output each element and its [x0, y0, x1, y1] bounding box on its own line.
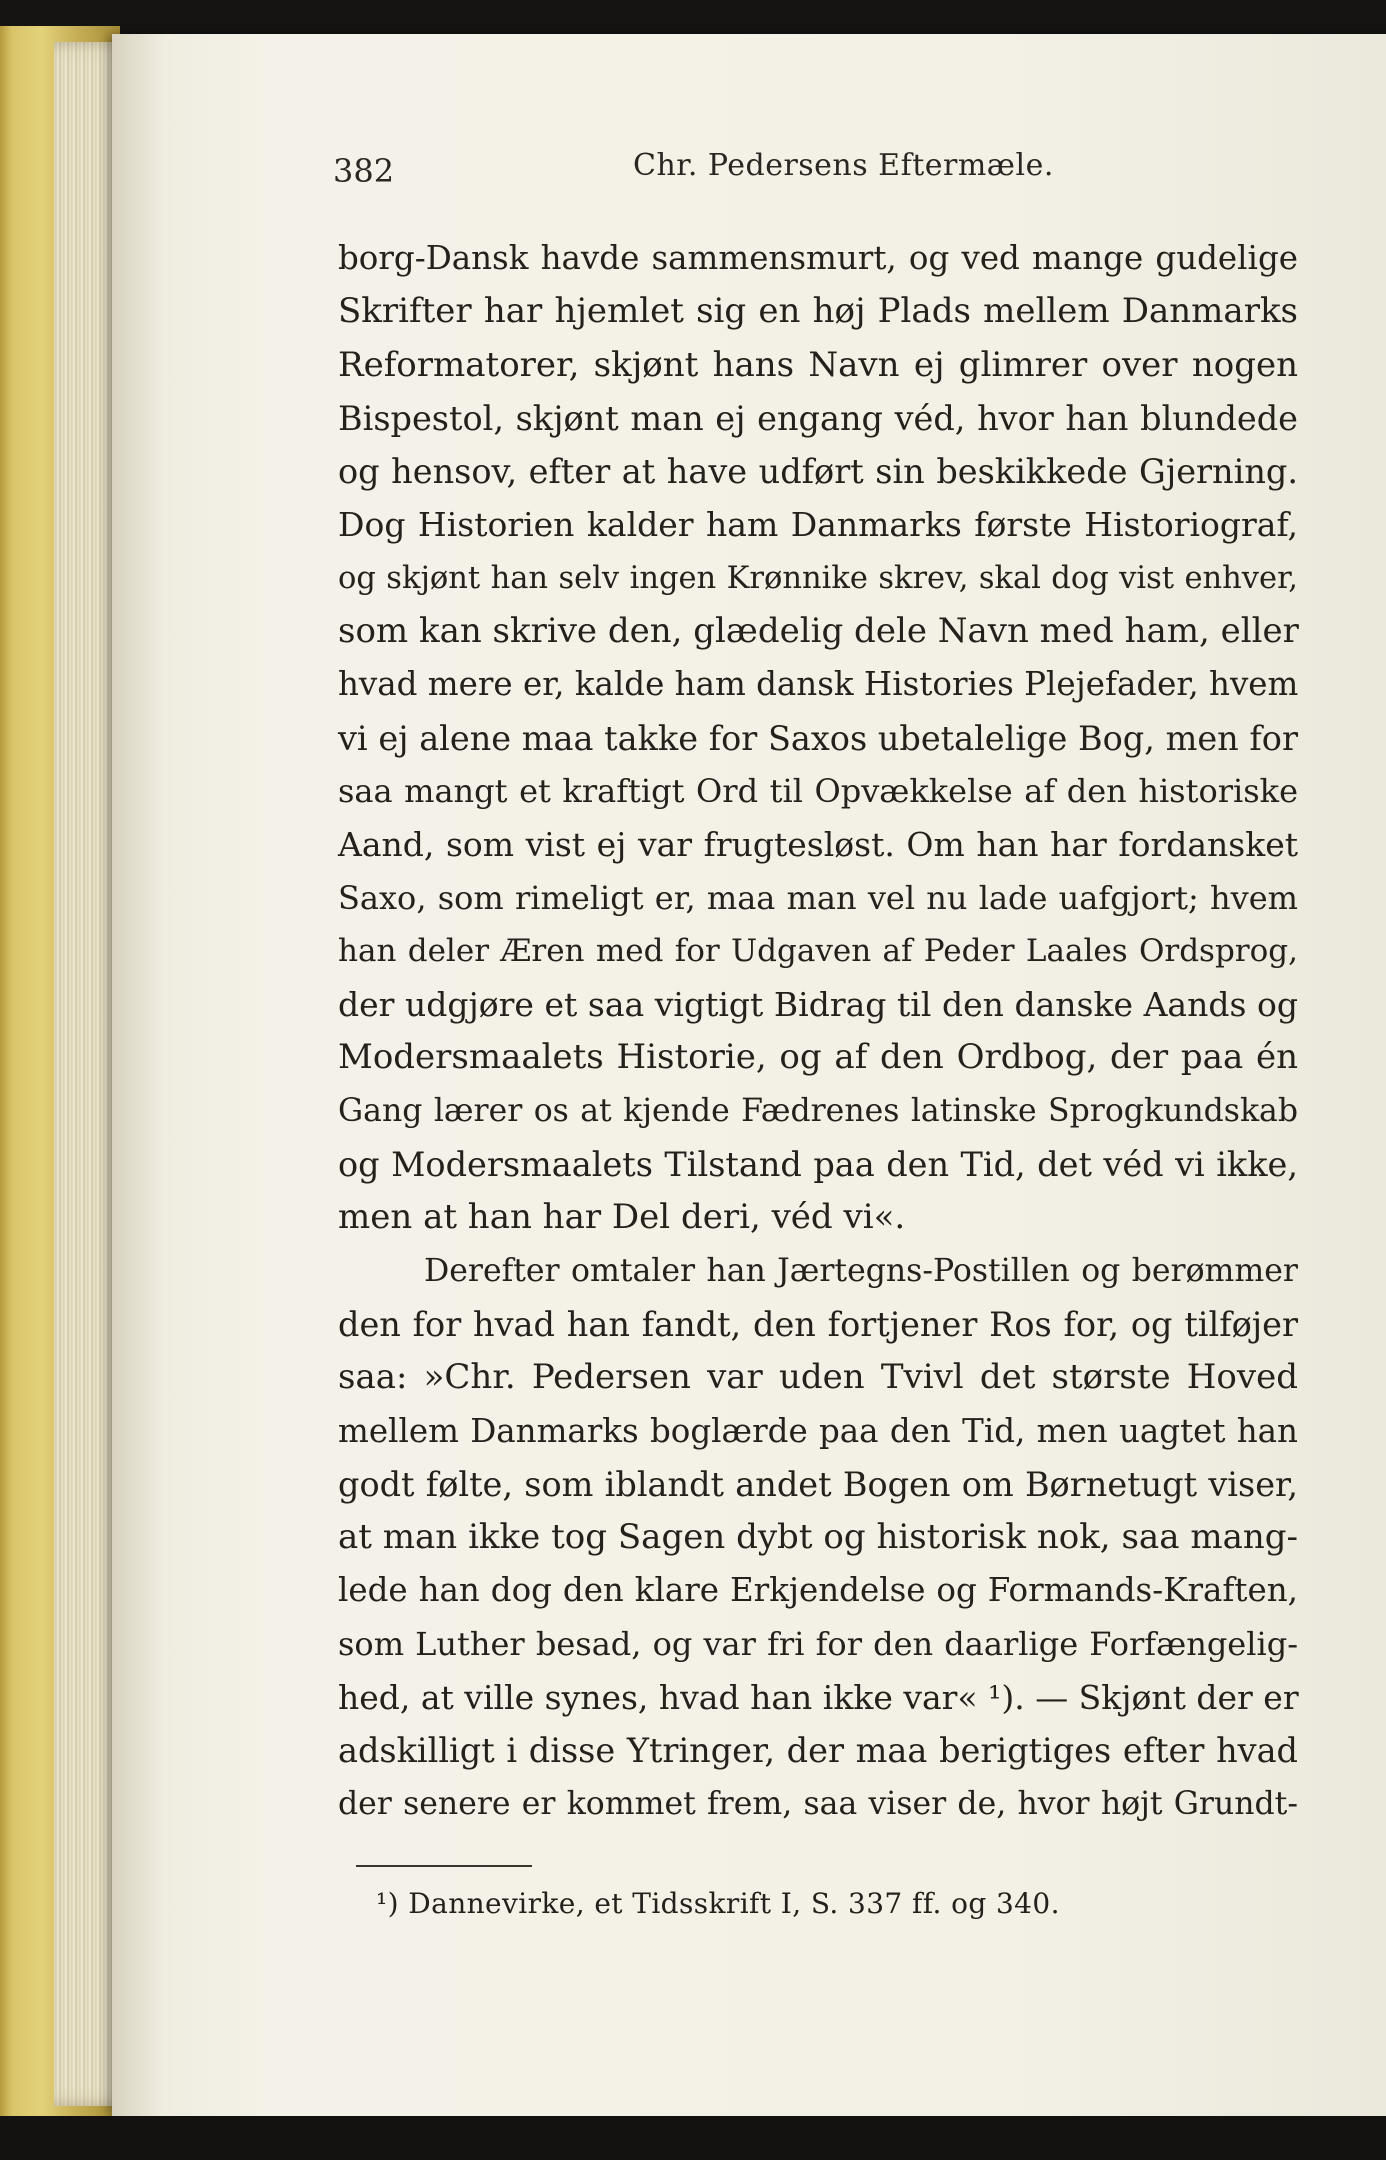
text-line: at man ikke tog Sagen dybt og historisk nok, saa mang-: [338, 1517, 1298, 1558]
text-line: han deler Æren med for Udgaven af Peder Laales Ordsprog,: [338, 932, 1298, 969]
text-line: Dog Historien kalder ham Danmarks første Historiograf,: [338, 505, 1298, 545]
text-line: Reformatorer, skjønt hans Navn ej glimrer over nogen: [338, 344, 1298, 385]
text-line: Aand, som vist ej var frugtesløst. Om han har fordansket: [338, 825, 1298, 865]
text-line: hvad mere er, kalde ham dansk Histories Plejefader, hvem: [338, 665, 1299, 704]
text-line: mellem Danmarks boglærde paa den Tid, men uagtet han: [338, 1411, 1298, 1450]
text-line: men at han har Del deri, véd vi«.: [338, 1197, 906, 1238]
text-line: der senere er kommet frem, saa viser de, hvor højt Grundt-: [338, 1785, 1298, 1822]
text-line: lede han dog den klare Erkjendelse og Formands-Kraften,: [338, 1571, 1298, 1610]
page-header: [333, 148, 1333, 202]
body-text: [338, 232, 1298, 1831]
footnote: ¹) Dannevirke, et Tidsskrift I, S. 337 ff. og 340.: [376, 1887, 1060, 1920]
text-line: Skrifter har hjemlet sig en høj Plads mellem Danmarks: [338, 291, 1298, 332]
text-line: borg-Dansk havde sammensmurt, og ved mange gudelige: [338, 239, 1298, 277]
scan-background-bottom: [0, 2116, 1386, 2160]
text-line: Gang lærer os at kjende Fædrenes latinske Sprogkundskab: [338, 1092, 1298, 1129]
footnote-divider: [356, 1865, 532, 1867]
text-line: og hensov, efter at have udført sin beskikkede Gjerning.: [338, 452, 1298, 492]
text-line: som Luther besad, og var fri for den daarlige Forfængelig-: [338, 1624, 1298, 1663]
text-line: den for hvad han fandt, den fortjener Ros for, og tilføjer: [338, 1304, 1298, 1344]
text-line: hed, at ville synes, hvad han ikke var« ¹). — Skjønt der er: [338, 1678, 1299, 1718]
text-line: saa: »Chr. Pedersen var uden Tvivl det største Hoved: [338, 1357, 1298, 1398]
text-line: Bispestol, skjønt man ej engang véd, hvor han blundede: [338, 398, 1298, 438]
text-line: Saxo, som rimeligt er, maa man vel nu lade uafgjort; hvem: [338, 878, 1298, 917]
text-line: som kan skrive den, glædelig dele Navn med ham, eller: [338, 611, 1299, 652]
text-line: godt følte, som iblandt andet Bogen om Børnetugt viser,: [338, 1464, 1298, 1504]
text-line: der udgjøre et saa vigtigt Bidrag til den danske Aands og: [338, 985, 1298, 1025]
text-line: vi ej alene maa takke for Saxos ubetalelige Bog, men for: [338, 718, 1298, 758]
text-line: og Modersmaalets Tilstand paa den Tid, det véd vi ikke,: [338, 1145, 1298, 1185]
text-line: saa mangt et kraftigt Ord til Opvækkelse af den historiske: [338, 771, 1298, 810]
scan-background-top: [0, 0, 1386, 30]
text-line: Derefter omtaler han Jærtegns-Postillen og berømmer: [424, 1252, 1298, 1289]
text-line: og skjønt han selv ingen Krønnike skrev, skal dog vist enhver,: [338, 560, 1298, 596]
text-line: adskilligt i disse Ytringer, der maa berigtiges efter hvad: [338, 1731, 1298, 1771]
text-line: Modersmaalets Historie, og af den Ordbog, der paa én: [338, 1037, 1298, 1078]
page-number: 382: [333, 152, 395, 190]
running-head: Chr. Pedersens Eftermæle.: [633, 148, 1054, 183]
